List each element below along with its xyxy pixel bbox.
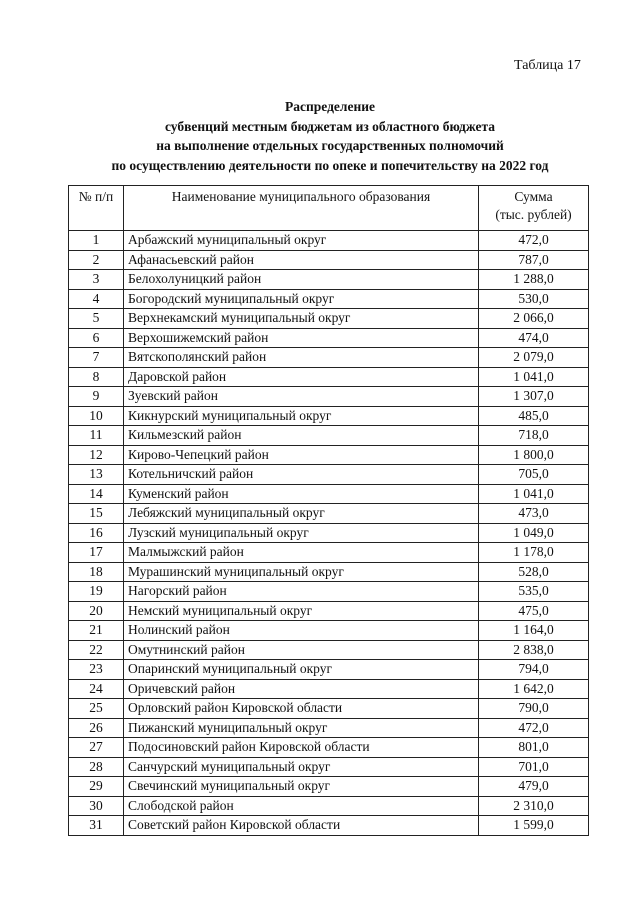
row-sum: 535,0 (479, 582, 589, 602)
row-name: Омутнинский район (124, 640, 479, 660)
row-name: Котельничский район (124, 465, 479, 485)
table-row (69, 816, 589, 836)
table-row (69, 484, 589, 504)
row-number: 3 (69, 270, 124, 290)
table-row (69, 621, 589, 641)
row-number: 26 (69, 718, 124, 738)
row-sum: 1 041,0 (479, 484, 589, 504)
table-row (69, 348, 589, 368)
table-row (69, 426, 589, 446)
header-number: № п/п (69, 186, 124, 231)
row-name: Оричевский район (124, 679, 479, 699)
row-sum: 472,0 (479, 231, 589, 251)
row-name: Немский муниципальный округ (124, 601, 479, 621)
row-number: 19 (69, 582, 124, 602)
table-body (69, 231, 589, 836)
row-name: Белохолуницкий район (124, 270, 479, 290)
row-number: 25 (69, 699, 124, 719)
table-row (69, 387, 589, 407)
row-number: 15 (69, 504, 124, 524)
row-number: 13 (69, 465, 124, 485)
row-sum: 479,0 (479, 777, 589, 797)
row-name: Нолинский район (124, 621, 479, 641)
row-name: Советский район Кировской области (124, 816, 479, 836)
row-sum: 787,0 (479, 250, 589, 270)
row-sum: 1 164,0 (479, 621, 589, 641)
row-sum: 2 079,0 (479, 348, 589, 368)
table-row (69, 777, 589, 797)
title-line: по осуществлению деятельности по опеке и попечительству на 2022 год (111, 157, 549, 173)
title-line: на выполнение отдельных государственных полномочий (156, 138, 504, 153)
row-name: Опаринский муниципальный округ (124, 660, 479, 680)
row-number: 7 (69, 348, 124, 368)
row-sum: 1 178,0 (479, 543, 589, 563)
row-name: Кирово-Чепецкий район (124, 445, 479, 465)
table-row (69, 582, 589, 602)
table-header-row (69, 186, 589, 231)
subvention-table (68, 185, 589, 836)
row-number: 23 (69, 660, 124, 680)
row-name: Слободской район (124, 796, 479, 816)
row-number: 9 (69, 387, 124, 407)
header-sum-unit: (тыс. рублей) (495, 207, 572, 222)
row-name: Верхошижемский район (124, 328, 479, 348)
row-number: 31 (69, 816, 124, 836)
row-sum: 474,0 (479, 328, 589, 348)
row-number: 10 (69, 406, 124, 426)
row-number: 1 (69, 231, 124, 251)
row-name: Подосиновский район Кировской области (124, 738, 479, 758)
row-name: Санчурский муниципальный округ (124, 757, 479, 777)
title-line: субвенций местным бюджетам из областного бюджета (164, 118, 496, 134)
table-row (69, 718, 589, 738)
table-row (69, 465, 589, 485)
row-number: 30 (69, 796, 124, 816)
table-row (69, 738, 589, 758)
row-sum: 701,0 (479, 757, 589, 777)
row-name: Вятскополянский район (124, 348, 479, 368)
row-sum: 1 307,0 (479, 387, 589, 407)
table-row (69, 796, 589, 816)
row-sum: 705,0 (479, 465, 589, 485)
row-number: 17 (69, 543, 124, 563)
row-number: 5 (69, 309, 124, 329)
row-sum: 1 800,0 (479, 445, 589, 465)
row-number: 12 (69, 445, 124, 465)
header-name: Наименование муниципального образования (124, 186, 479, 231)
table-row (69, 601, 589, 621)
table-row (69, 406, 589, 426)
table-row (69, 367, 589, 387)
row-name: Кильмезский район (124, 426, 479, 446)
table-row (69, 679, 589, 699)
row-name: Лебяжский муниципальный округ (124, 504, 479, 524)
row-number: 28 (69, 757, 124, 777)
row-number: 29 (69, 777, 124, 797)
row-number: 8 (69, 367, 124, 387)
row-sum: 2 310,0 (479, 796, 589, 816)
row-number: 20 (69, 601, 124, 621)
row-sum: 528,0 (479, 562, 589, 582)
row-number: 2 (69, 250, 124, 270)
title-line: Распределение (284, 99, 376, 114)
row-number: 6 (69, 328, 124, 348)
table-number-label: Таблица 17 (514, 58, 581, 73)
table-row (69, 250, 589, 270)
row-sum: 1 288,0 (479, 270, 589, 290)
row-name: Даровской район (124, 367, 479, 387)
row-sum: 485,0 (479, 406, 589, 426)
row-name: Куменский район (124, 484, 479, 504)
row-number: 18 (69, 562, 124, 582)
table-row (69, 289, 589, 309)
row-number: 24 (69, 679, 124, 699)
header-sum (479, 186, 589, 231)
table-row (69, 445, 589, 465)
table-row (69, 523, 589, 543)
row-name: Малмыжский район (124, 543, 479, 563)
row-name: Мурашинский муниципальный округ (124, 562, 479, 582)
row-sum: 1 642,0 (479, 679, 589, 699)
row-number: 14 (69, 484, 124, 504)
row-name: Пижанский муниципальный округ (124, 718, 479, 738)
table-row (69, 660, 589, 680)
table-row (69, 640, 589, 660)
document-title (60, 97, 600, 175)
row-sum: 790,0 (479, 699, 589, 719)
table-row (69, 562, 589, 582)
row-name: Свечинский муниципальный округ (124, 777, 479, 797)
table-row (69, 328, 589, 348)
row-number: 27 (69, 738, 124, 758)
row-sum: 1 041,0 (479, 367, 589, 387)
row-name: Лузский муниципальный округ (124, 523, 479, 543)
row-name: Кикнурский муниципальный округ (124, 406, 479, 426)
header-sum-line: Сумма (514, 189, 553, 204)
table-row (69, 543, 589, 563)
row-name: Зуевский район (124, 387, 479, 407)
row-name: Афанасьевский район (124, 250, 479, 270)
table-row (69, 757, 589, 777)
table-row (69, 699, 589, 719)
row-sum: 718,0 (479, 426, 589, 446)
table-row (69, 270, 589, 290)
row-sum: 801,0 (479, 738, 589, 758)
row-number: 4 (69, 289, 124, 309)
row-sum: 2 066,0 (479, 309, 589, 329)
row-sum: 530,0 (479, 289, 589, 309)
table-row (69, 231, 589, 251)
table-row (69, 309, 589, 329)
row-number: 22 (69, 640, 124, 660)
row-name: Верхнекамский муниципальный округ (124, 309, 479, 329)
row-number: 21 (69, 621, 124, 641)
row-sum: 473,0 (479, 504, 589, 524)
row-sum: 794,0 (479, 660, 589, 680)
row-number: 11 (69, 426, 124, 446)
row-number: 16 (69, 523, 124, 543)
table-row (69, 504, 589, 524)
row-name: Арбажский муниципальный округ (124, 231, 479, 251)
row-sum: 2 838,0 (479, 640, 589, 660)
row-sum: 472,0 (479, 718, 589, 738)
row-name: Орловский район Кировской области (124, 699, 479, 719)
row-name: Нагорский район (124, 582, 479, 602)
row-name: Богородский муниципальный округ (124, 289, 479, 309)
row-sum: 1 049,0 (479, 523, 589, 543)
row-sum: 475,0 (479, 601, 589, 621)
row-sum: 1 599,0 (479, 816, 589, 836)
